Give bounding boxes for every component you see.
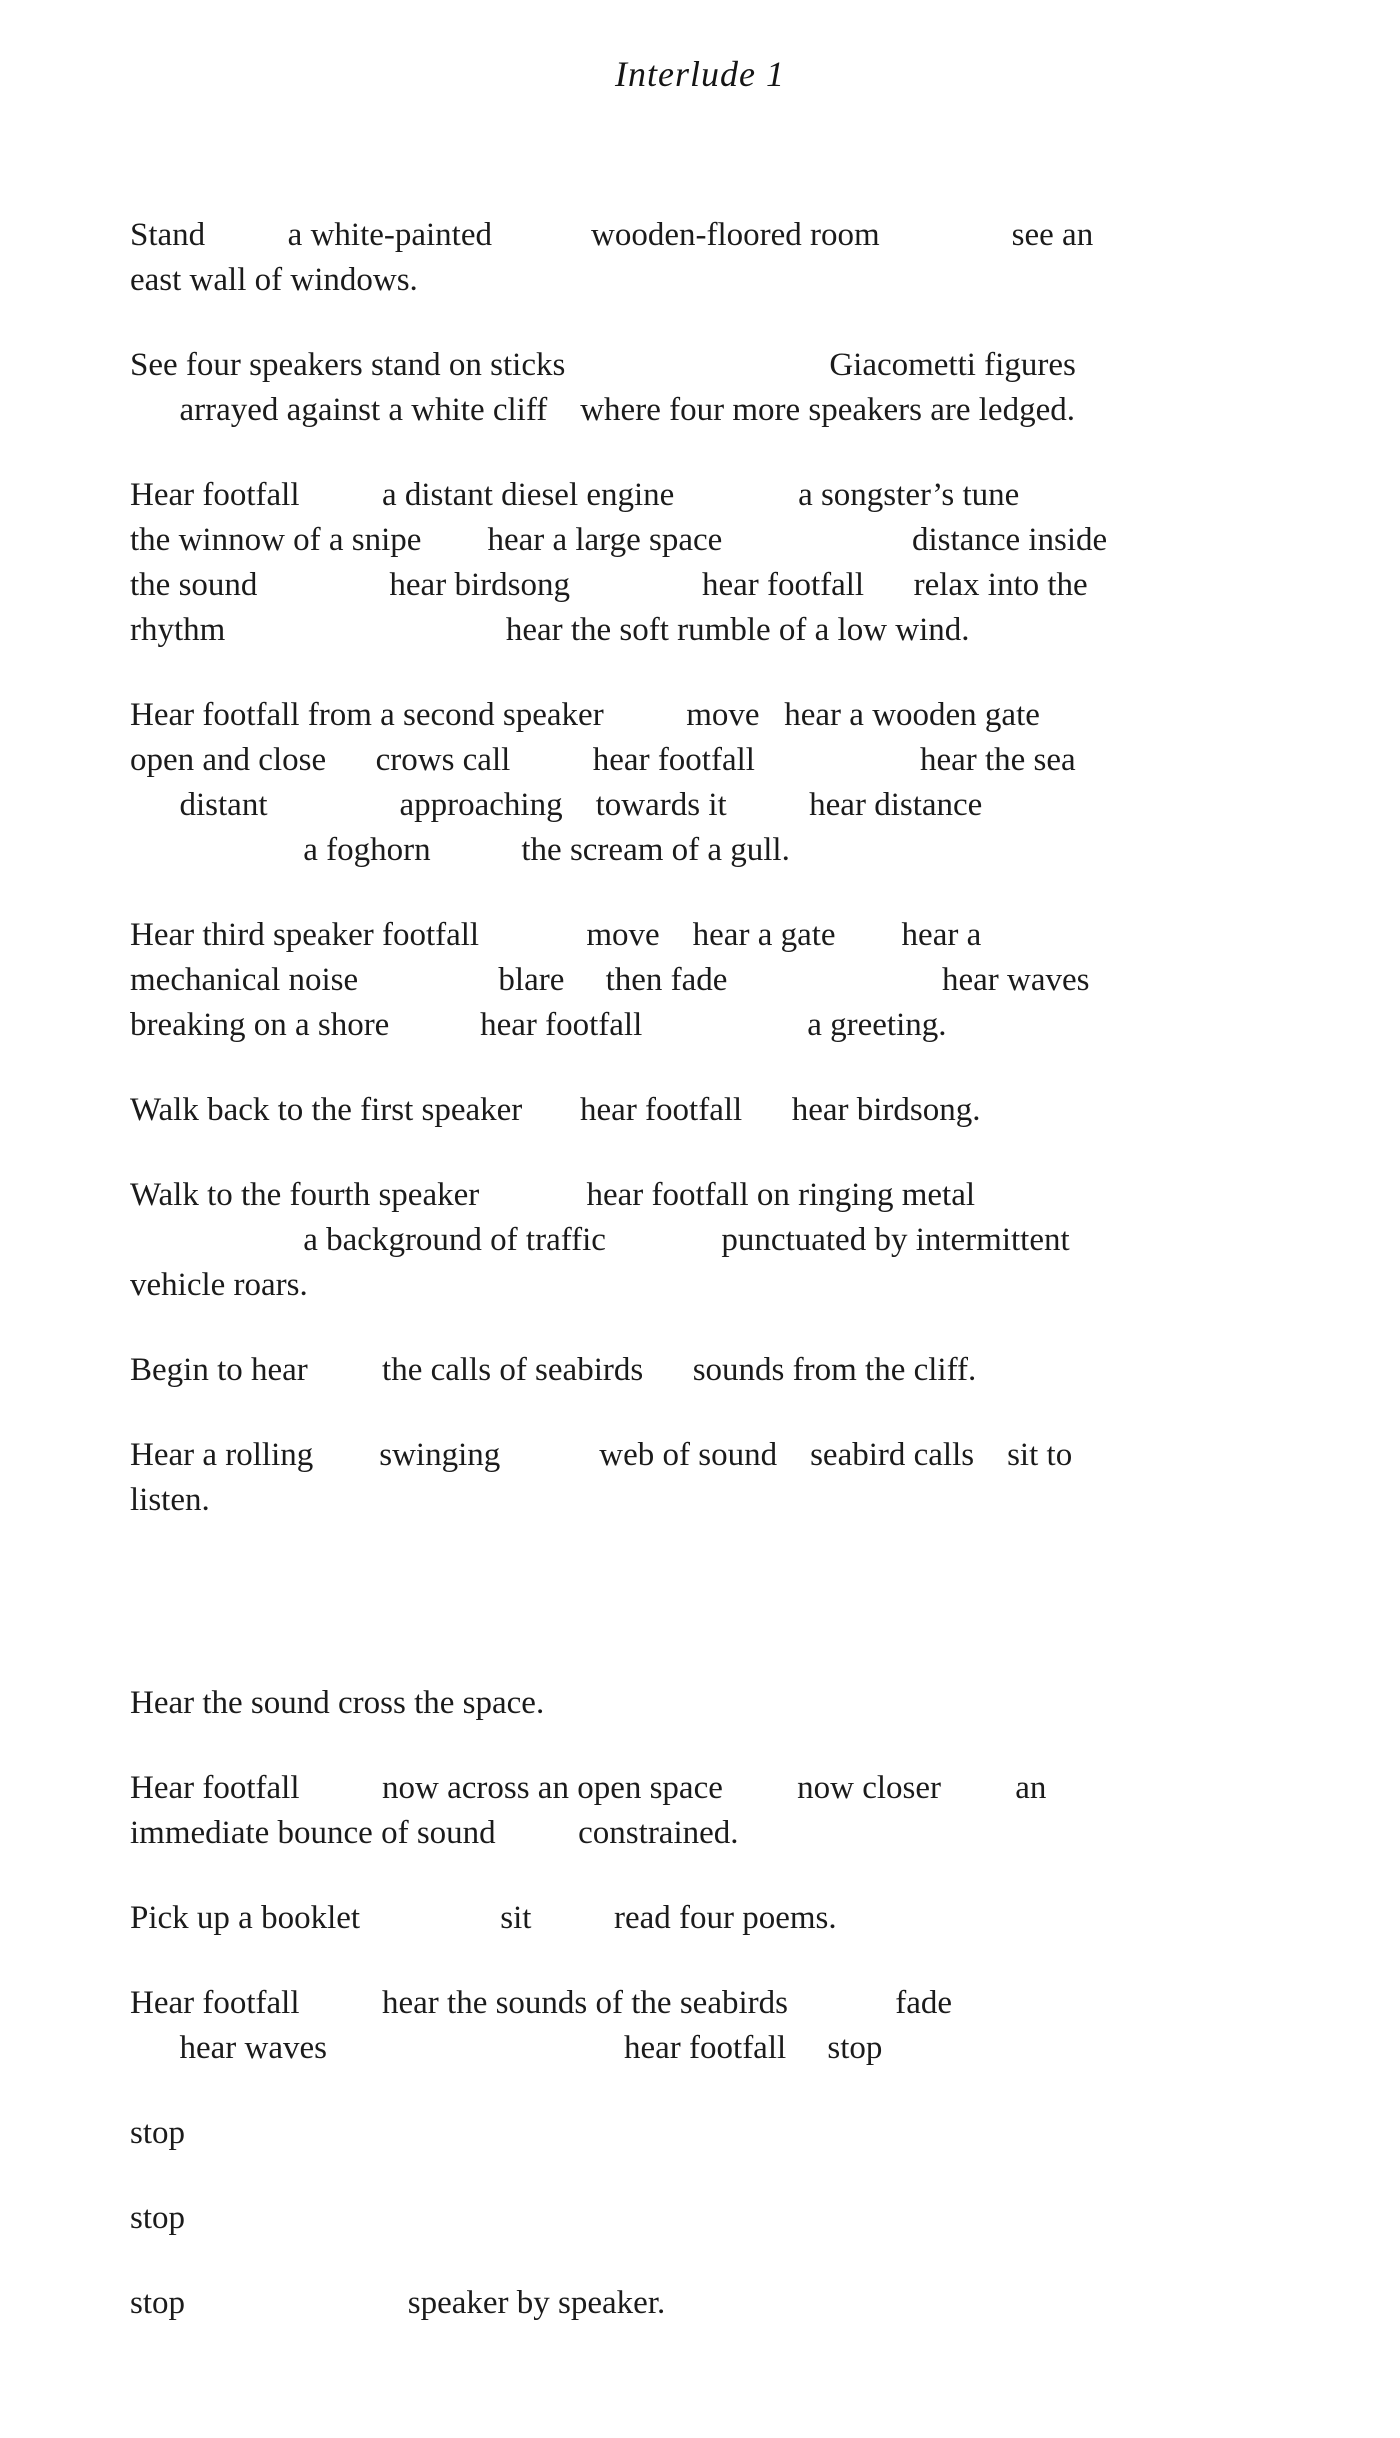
stanza bbox=[130, 2111, 1340, 2156]
poem-line: Walk back to the first speaker hear footfall hear birdsong. bbox=[130, 1092, 981, 1128]
stanza bbox=[130, 1348, 1340, 1393]
poem-line: Begin to hear the calls of seabirds sounds from the cliff. bbox=[130, 1352, 977, 1388]
poem-line: east wall of windows. bbox=[130, 262, 418, 298]
stanza bbox=[130, 2196, 1340, 2241]
poem-line: listen. bbox=[130, 1482, 210, 1518]
stanza bbox=[130, 2281, 1340, 2326]
poem-line: Pick up a booklet sit read four poems. bbox=[130, 1900, 837, 1936]
poem-line: Hear footfall now across an open space now closer an bbox=[130, 1770, 1047, 1806]
stanza bbox=[130, 1433, 1340, 1523]
poem-line: Hear footfall hear the sounds of the seabirds fade bbox=[130, 1985, 953, 2021]
poem-line: the sound hear birdsong hear footfall relax into the bbox=[130, 567, 1088, 603]
stanza bbox=[130, 913, 1340, 1048]
poem-line: open and close crows call hear footfall hear the sea bbox=[130, 742, 1076, 778]
poem-line: distant approaching towards it hear distance bbox=[130, 787, 983, 823]
poem-line: breaking on a shore hear footfall a greeting. bbox=[130, 1007, 947, 1043]
stanza bbox=[130, 693, 1340, 873]
poem-line: stop bbox=[130, 2200, 186, 2236]
poem-line: the winnow of a snipe hear a large space distance inside bbox=[130, 522, 1108, 558]
stanza bbox=[130, 1681, 1340, 1726]
stanza bbox=[130, 1981, 1340, 2071]
stanza bbox=[130, 1173, 1340, 1308]
poem-line: Walk to the fourth speaker hear footfall on ringing metal bbox=[130, 1177, 976, 1213]
poem-line: vehicle roars. bbox=[130, 1267, 308, 1303]
stanza bbox=[130, 1766, 1340, 1856]
poem-line: immediate bounce of sound constrained. bbox=[130, 1815, 739, 1851]
stanza bbox=[130, 1088, 1340, 1133]
poem-line: hear waves hear footfall stop bbox=[130, 2030, 883, 2066]
poem-line: stop bbox=[130, 2115, 186, 2151]
poem-line: Hear third speaker footfall move hear a gate hear a bbox=[130, 917, 982, 953]
poem-line: a background of traffic punctuated by intermittent bbox=[130, 1222, 1070, 1258]
poem-line: Hear footfall a distant diesel engine a songster’s tune bbox=[130, 477, 1020, 513]
poem-line: a foghorn the scream of a gull. bbox=[130, 832, 790, 868]
stanza bbox=[130, 473, 1340, 653]
stanza bbox=[130, 1896, 1340, 1941]
stanza bbox=[130, 213, 1340, 303]
poem-line: Hear a rolling swinging web of sound seabird calls sit to bbox=[130, 1437, 1073, 1473]
poem-line: See four speakers stand on sticks Giacometti figures bbox=[130, 347, 1076, 383]
poem-body bbox=[130, 213, 1340, 2326]
poem-line: rhythm hear the soft rumble of a low wind. bbox=[130, 612, 970, 648]
poem-line: Stand a white-painted wooden-floored room see an bbox=[130, 217, 1094, 253]
page-title: Interlude 1 bbox=[615, 54, 785, 94]
poem-line: mechanical noise blare then fade hear waves bbox=[130, 962, 1090, 998]
stanza bbox=[130, 343, 1340, 433]
poem-line: stop speaker by speaker. bbox=[130, 2285, 666, 2321]
poem-line: Hear footfall from a second speaker move hear a wooden gate bbox=[130, 697, 1040, 733]
poem-line: Hear the sound cross the space. bbox=[130, 1685, 545, 1721]
poem-line: arrayed against a white cliff where four more speakers are ledged. bbox=[130, 392, 1075, 428]
